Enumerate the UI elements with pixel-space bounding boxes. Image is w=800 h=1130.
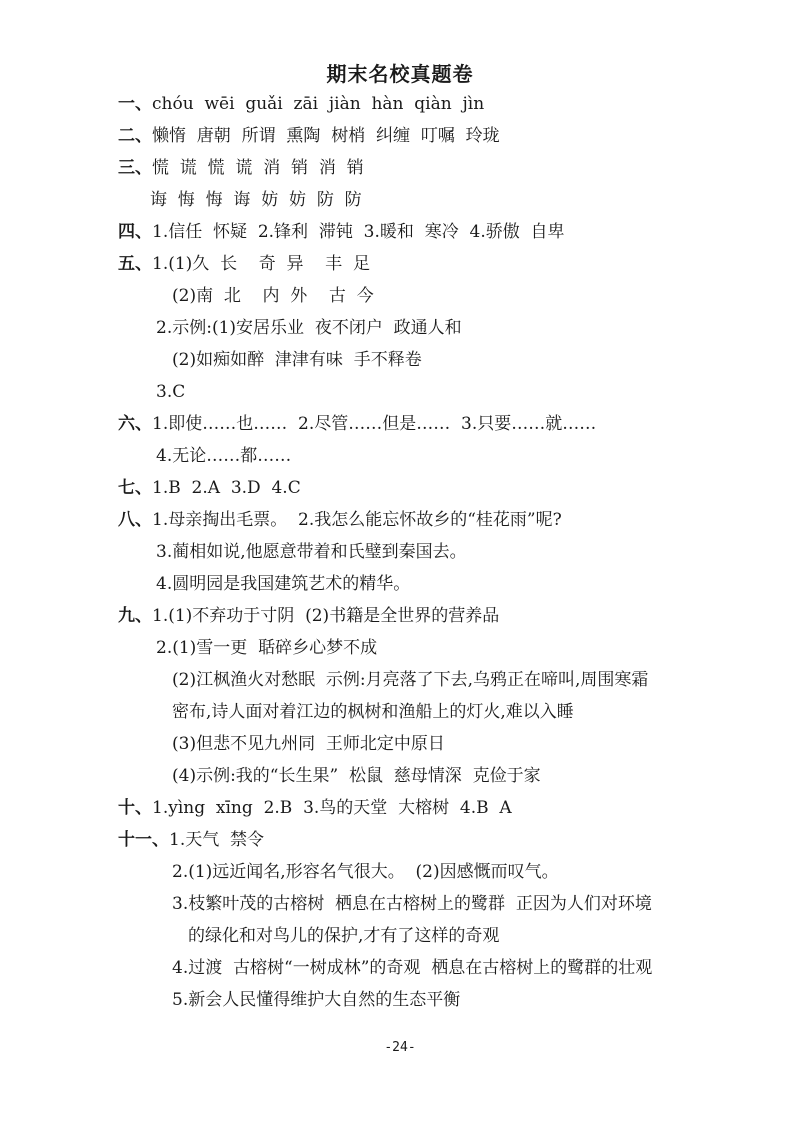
answer-line: 4.无论……都…… — [156, 446, 292, 466]
answer-line: 5.新会人民懂得维护大自然的生态平衡 — [172, 990, 461, 1010]
page-number: -24- — [384, 1040, 416, 1055]
answer-line: 4.过渡 古榕树“一树成林”的奇观 栖息在古榕树上的鹭群的壮观 — [172, 958, 653, 978]
answer-line: 三、慌 谎 慌 谎 消 销 消 销 — [118, 158, 364, 178]
answer-line: 3.C — [156, 382, 186, 402]
answer-line: 六、1.即使……也…… 2.尽管……但是…… 3.只要……就…… — [118, 414, 597, 434]
answer-line: 五、1.(1)久 长 奇 异 丰 足 — [118, 254, 370, 274]
answer-line: 的绿化和对鸟儿的保护,才有了这样的奇观 — [188, 926, 500, 946]
page-title: 期末名校真题卷 — [326, 62, 474, 86]
answer-line: 十、1.yìng xīng 2.B 3.鸟的天堂 大榕树 4.B A — [118, 798, 512, 818]
answer-line: 4.圆明园是我国建筑艺术的精华。 — [156, 574, 411, 594]
answer-line: 八、1.母亲掏出毛票。 2.我怎么能忘怀故乡的“桂花雨”呢? — [118, 510, 562, 530]
answer-line: 2.示例:(1)安居乐业 夜不闭户 政通人和 — [156, 318, 462, 338]
answer-line: 诲 悔 悔 诲 妨 妨 防 防 — [150, 190, 362, 210]
answer-line: 3.蔺相如说,他愿意带着和氏璧到秦国去。 — [156, 542, 467, 562]
answer-line: 十一、1.天气 禁令 — [118, 830, 265, 850]
answer-line: 2.(1)远近闻名,形容名气很大。 (2)因感慨而叹气。 — [172, 862, 559, 882]
answer-line: 九、1.(1)不弃功于寸阴 (2)书籍是全世界的营养品 — [118, 606, 500, 626]
answer-line: 密布,诗人面对着江边的枫树和渔船上的灯火,难以入睡 — [172, 702, 574, 722]
answer-line: 四、1.信任 怀疑 2.锋利 滞钝 3.暖和 寒冷 4.骄傲 自卑 — [118, 222, 565, 242]
answer-line: 二、懒惰 唐朝 所谓 熏陶 树梢 纠缠 叮嘱 玲珑 — [118, 126, 500, 146]
answer-line: 七、1.B 2.A 3.D 4.C — [118, 478, 301, 498]
answer-line: 3.枝繁叶茂的古榕树 栖息在古榕树上的鹭群 正因为人们对环境 — [172, 894, 652, 914]
answer-line: (2)如痴如醉 津津有味 手不释卷 — [172, 350, 422, 370]
answer-line: 一、chóu wēi guǎi zāi jiàn hàn qiàn jìn — [118, 94, 485, 114]
answer-line: (4)示例:我的“长生果” 松鼠 慈母情深 克俭于家 — [172, 766, 541, 786]
answer-line: (3)但悲不见九州同 王师北定中原日 — [172, 734, 445, 754]
answer-line: (2)江枫渔火对愁眠 示例:月亮落了下去,乌鸦正在啼叫,周围寒霜 — [172, 670, 649, 690]
answer-line: (2)南 北 内 外 古 今 — [172, 286, 374, 306]
answer-line: 2.(1)雪一更 聒碎乡心梦不成 — [156, 638, 378, 658]
